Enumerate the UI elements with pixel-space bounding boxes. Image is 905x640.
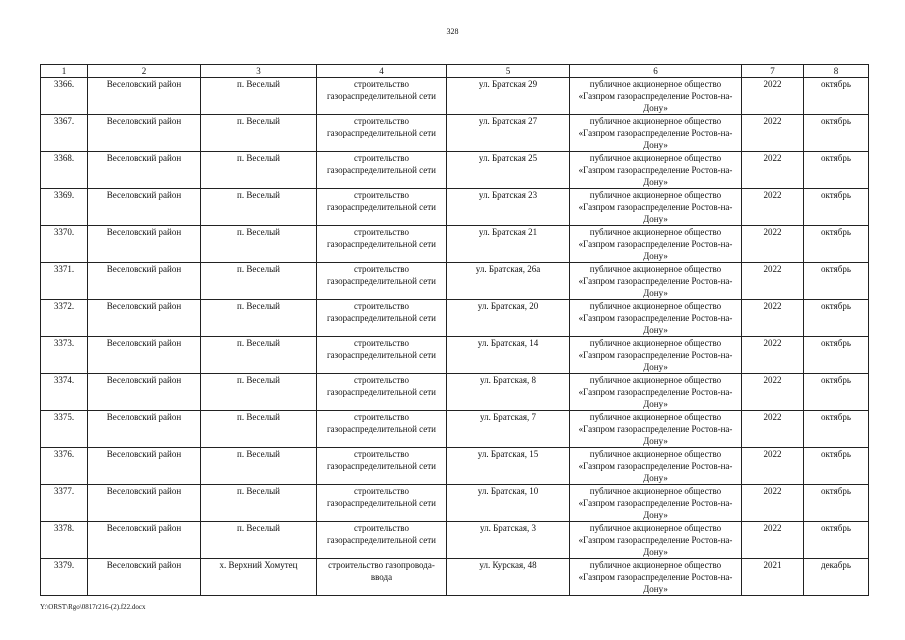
address-cell: ул. Братская 27 [447,115,570,152]
month-cell: октябрь [804,448,869,485]
address-cell: ул. Братская 21 [447,226,570,263]
month-cell: октябрь [804,263,869,300]
page-number: 328 [446,27,459,36]
table-row [41,189,869,226]
row-number: 3374. [41,374,88,411]
address-cell: ул. Братская 23 [447,189,570,226]
owner-cell: публичное акционерное общество «Газпром газораспределение Ростов-на-Дону» [570,485,742,522]
work-type-cell: строительство газораспределительной сети [317,448,447,485]
work-type-cell: строительство газораспределительной сети [317,374,447,411]
address-cell: ул. Братская, 15 [447,448,570,485]
district-cell: Веселовский район [88,189,201,226]
month-cell: октябрь [804,115,869,152]
year-cell: 2022 [742,226,804,263]
row-number: 3379. [41,559,88,596]
address-cell: ул. Братская, 14 [447,337,570,374]
owner-cell: публичное акционерное общество «Газпром газораспределение Ростов-на-Дону» [570,559,742,596]
work-type-cell: строительство газораспределительной сети [317,226,447,263]
work-type-cell: строительство газораспределительной сети [317,337,447,374]
address-cell: ул. Братская, 20 [447,300,570,337]
year-cell: 2022 [742,300,804,337]
work-type-cell: строительство газораспределительной сети [317,411,447,448]
row-number: 3376. [41,448,88,485]
owner-cell: публичное акционерное общество «Газпром газораспределение Ростов-на-Дону» [570,411,742,448]
row-number: 3368. [41,152,88,189]
work-type-cell: строительство газораспределительной сети [317,78,447,115]
table-row [41,337,869,374]
row-number: 3372. [41,300,88,337]
month-cell: октябрь [804,78,869,115]
locality-cell: п. Веселый [201,115,317,152]
owner-cell: публичное акционерное общество «Газпром газораспределение Ростов-на-Дону» [570,522,742,559]
month-cell: октябрь [804,522,869,559]
owner-cell: публичное акционерное общество «Газпром газораспределение Ростов-на-Дону» [570,337,742,374]
month-cell: октябрь [804,411,869,448]
owner-cell: публичное акционерное общество «Газпром газораспределение Ростов-на-Дону» [570,115,742,152]
column-number: 4 [317,65,447,78]
row-number: 3377. [41,485,88,522]
locality-cell: п. Веселый [201,78,317,115]
file-path-footer: Y:\ORST\Rgo\0817r216-(2).f22.docx [40,603,146,611]
gasification-registry-table [40,64,869,596]
locality-cell: п. Веселый [201,337,317,374]
owner-cell: публичное акционерное общество «Газпром газораспределение Ростов-на-Дону» [570,300,742,337]
row-number: 3371. [41,263,88,300]
locality-cell: п. Веселый [201,411,317,448]
table-row [41,411,869,448]
work-type-cell: строительство газораспределительной сети [317,115,447,152]
column-number-row [41,65,869,78]
table-row [41,263,869,300]
row-number: 3375. [41,411,88,448]
column-number: 2 [88,65,201,78]
row-number: 3370. [41,226,88,263]
month-cell: октябрь [804,189,869,226]
district-cell: Веселовский район [88,78,201,115]
owner-cell: публичное акционерное общество «Газпром газораспределение Ростов-на-Дону» [570,374,742,411]
district-cell: Веселовский район [88,300,201,337]
year-cell: 2022 [742,152,804,189]
district-cell: Веселовский район [88,485,201,522]
year-cell: 2022 [742,522,804,559]
address-cell: ул. Братская 29 [447,78,570,115]
year-cell: 2022 [742,485,804,522]
table-row [41,522,869,559]
month-cell: декабрь [804,559,869,596]
row-number: 3373. [41,337,88,374]
address-cell: ул. Братская, 3 [447,522,570,559]
locality-cell: п. Веселый [201,152,317,189]
locality-cell: п. Веселый [201,263,317,300]
locality-cell: п. Веселый [201,300,317,337]
owner-cell: публичное акционерное общество «Газпром газораспределение Ростов-на-Дону» [570,78,742,115]
work-type-cell: строительство газораспределительной сети [317,300,447,337]
owner-cell: публичное акционерное общество «Газпром газораспределение Ростов-на-Дону» [570,226,742,263]
year-cell: 2022 [742,189,804,226]
month-cell: октябрь [804,300,869,337]
address-cell: ул. Братская, 7 [447,411,570,448]
locality-cell: п. Веселый [201,189,317,226]
work-type-cell: строительство газопровода-ввода [317,559,447,596]
month-cell: октябрь [804,337,869,374]
district-cell: Веселовский район [88,226,201,263]
district-cell: Веселовский район [88,337,201,374]
table-row [41,485,869,522]
locality-cell: х. Верхний Хомутец [201,559,317,596]
year-cell: 2021 [742,559,804,596]
address-cell: ул. Курская, 48 [447,559,570,596]
owner-cell: публичное акционерное общество «Газпром газораспределение Ростов-на-Дону» [570,448,742,485]
table-row [41,115,869,152]
locality-cell: п. Веселый [201,374,317,411]
locality-cell: п. Веселый [201,485,317,522]
month-cell: октябрь [804,226,869,263]
address-cell: ул. Братская, 8 [447,374,570,411]
month-cell: октябрь [804,152,869,189]
district-cell: Веселовский район [88,522,201,559]
year-cell: 2022 [742,374,804,411]
address-cell: ул. Братская, 26а [447,263,570,300]
row-number: 3366. [41,78,88,115]
district-cell: Веселовский район [88,448,201,485]
work-type-cell: строительство газораспределительной сети [317,189,447,226]
column-number: 6 [570,65,742,78]
address-cell: ул. Братская, 10 [447,485,570,522]
work-type-cell: строительство газораспределительной сети [317,522,447,559]
work-type-cell: строительство газораспределительной сети [317,152,447,189]
column-number: 5 [447,65,570,78]
column-number: 8 [804,65,869,78]
year-cell: 2022 [742,411,804,448]
table-row [41,300,869,337]
owner-cell: публичное акционерное общество «Газпром газораспределение Ростов-на-Дону» [570,189,742,226]
district-cell: Веселовский район [88,115,201,152]
year-cell: 2022 [742,115,804,152]
table-row [41,78,869,115]
year-cell: 2022 [742,263,804,300]
table-row [41,152,869,189]
year-cell: 2022 [742,337,804,374]
work-type-cell: строительство газораспределительной сети [317,263,447,300]
work-type-cell: строительство газораспределительной сети [317,485,447,522]
table-row [41,226,869,263]
table-row [41,448,869,485]
locality-cell: п. Веселый [201,226,317,263]
district-cell: Веселовский район [88,152,201,189]
locality-cell: п. Веселый [201,522,317,559]
column-number: 3 [201,65,317,78]
owner-cell: публичное акционерное общество «Газпром газораспределение Ростов-на-Дону» [570,152,742,189]
row-number: 3378. [41,522,88,559]
table-row [41,374,869,411]
month-cell: октябрь [804,485,869,522]
column-number: 1 [41,65,88,78]
year-cell: 2022 [742,448,804,485]
district-cell: Веселовский район [88,374,201,411]
year-cell: 2022 [742,78,804,115]
address-cell: ул. Братская 25 [447,152,570,189]
column-number: 7 [742,65,804,78]
owner-cell: публичное акционерное общество «Газпром газораспределение Ростов-на-Дону» [570,263,742,300]
month-cell: октябрь [804,374,869,411]
table-row [41,559,869,596]
district-cell: Веселовский район [88,559,201,596]
district-cell: Веселовский район [88,411,201,448]
row-number: 3367. [41,115,88,152]
row-number: 3369. [41,189,88,226]
locality-cell: п. Веселый [201,448,317,485]
table-body [41,65,869,596]
district-cell: Веселовский район [88,263,201,300]
